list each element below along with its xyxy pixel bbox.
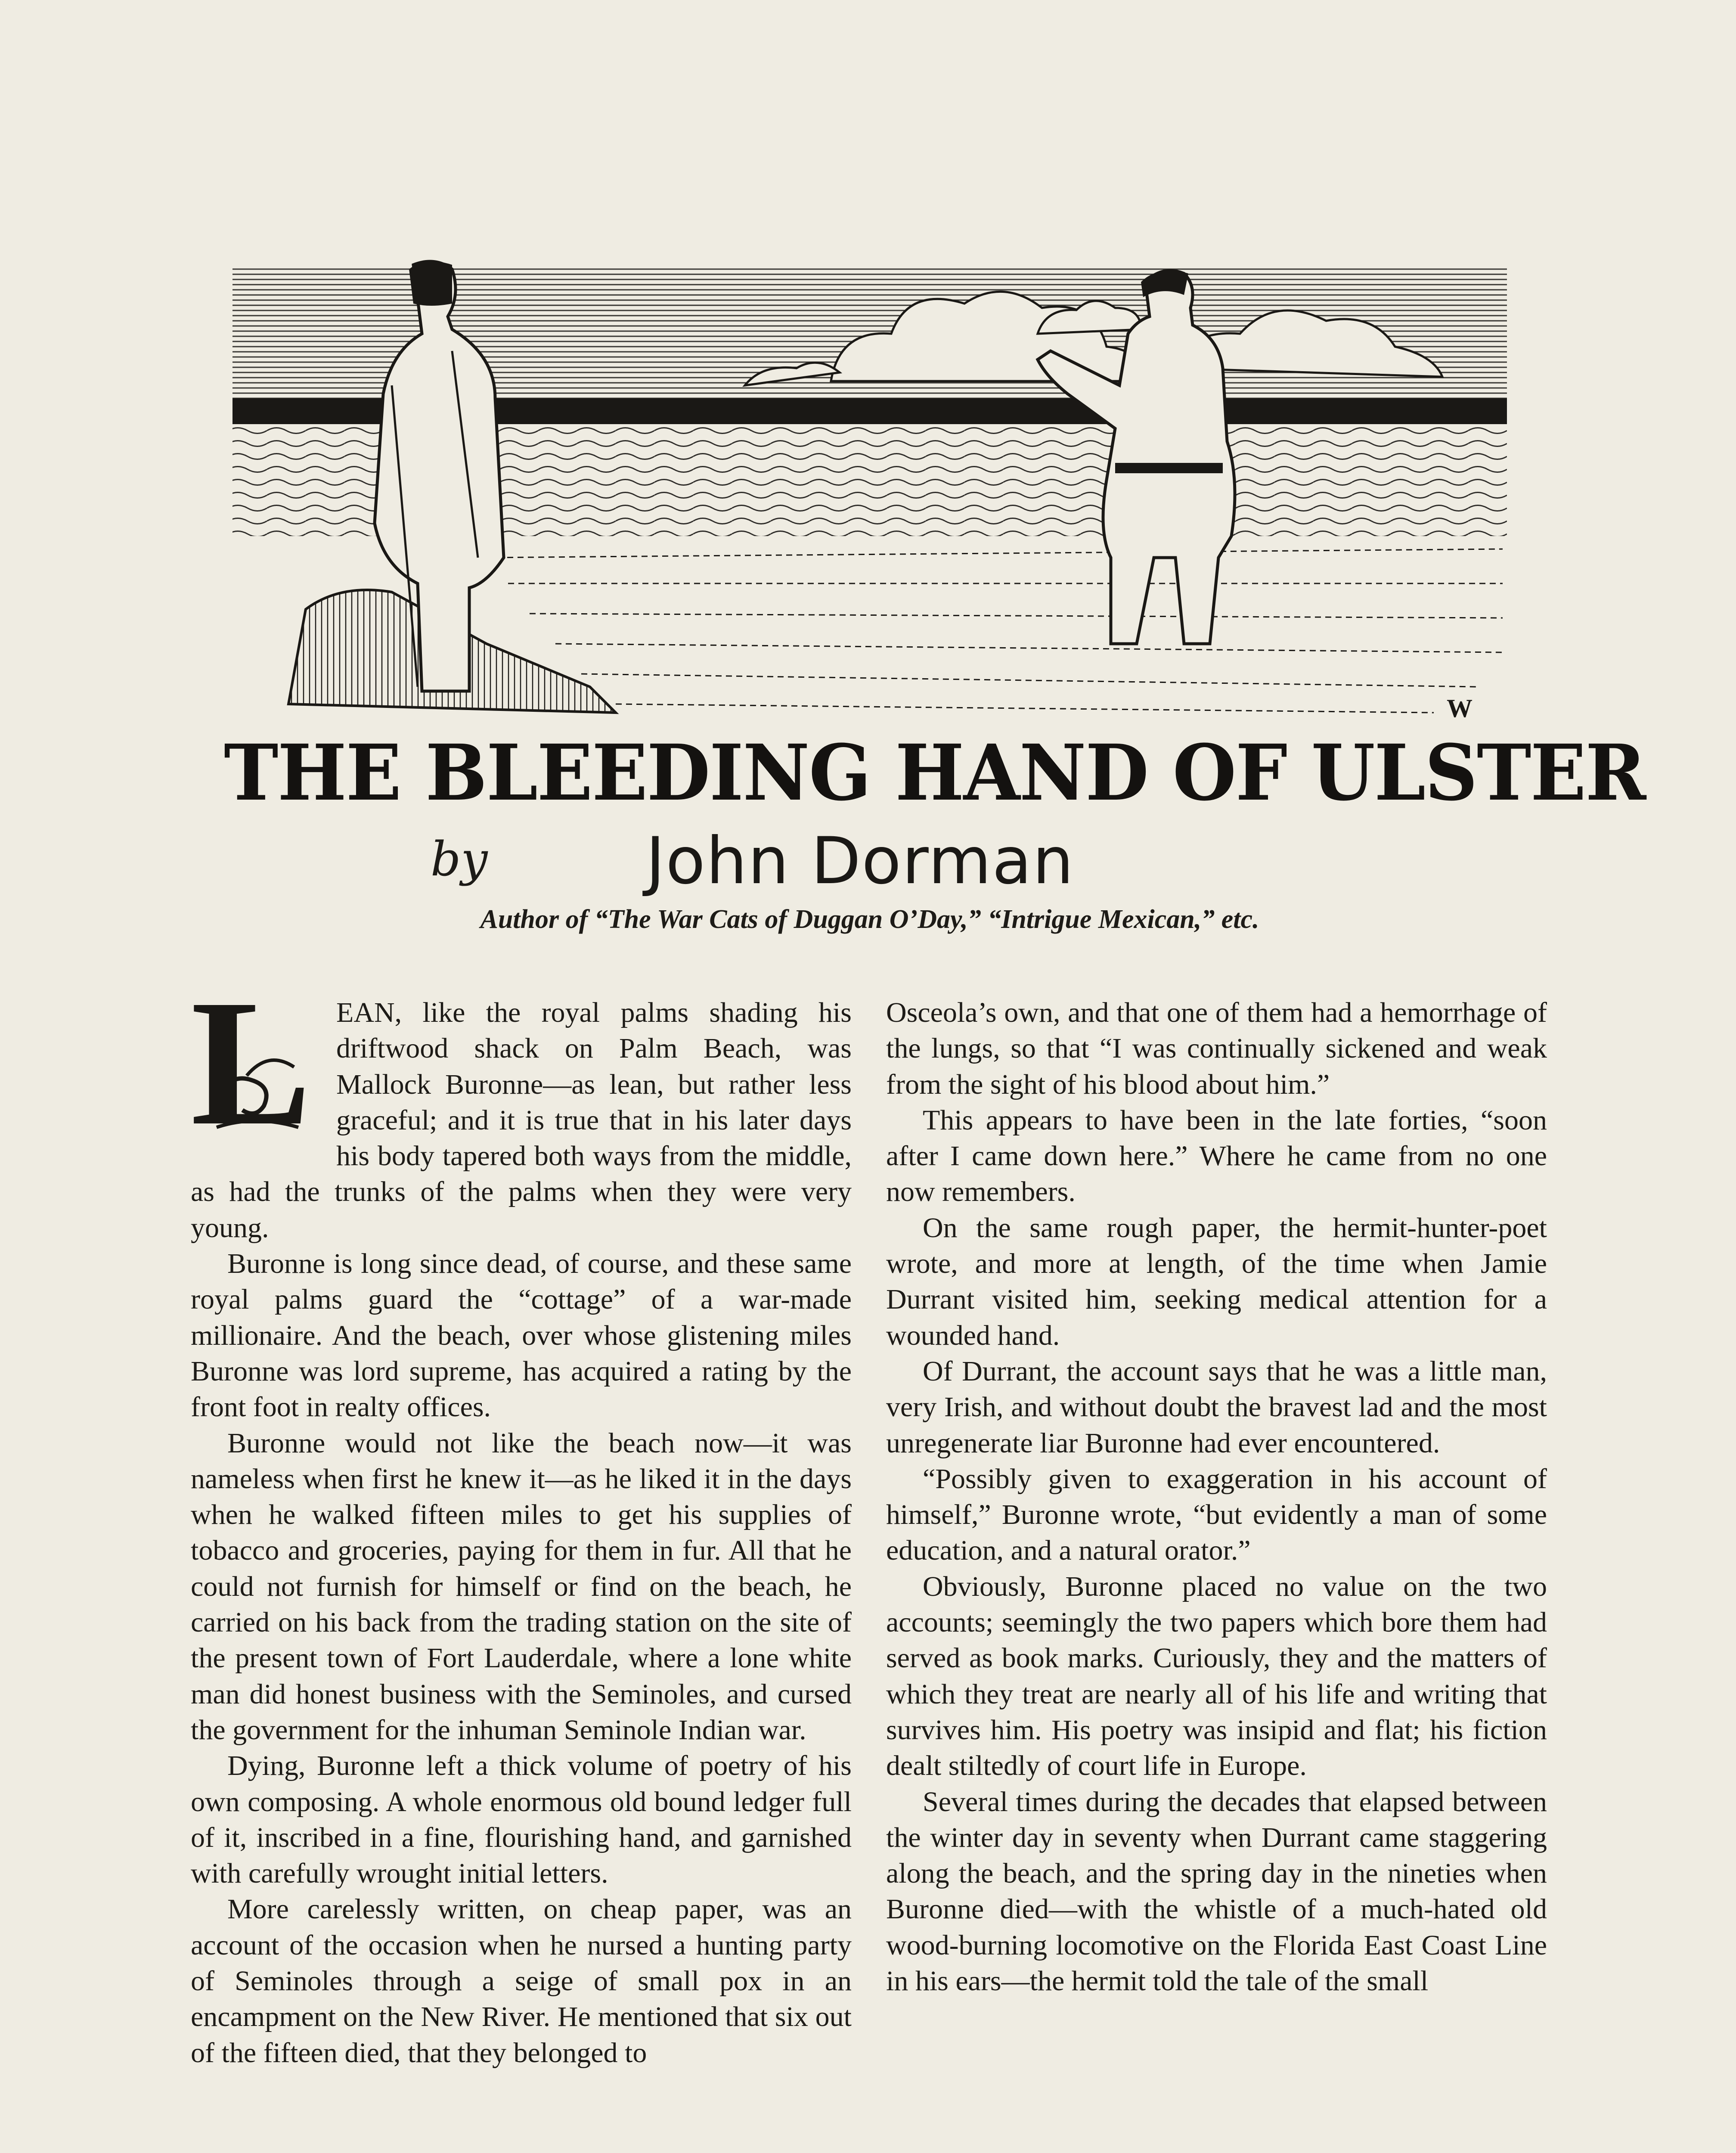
- author-name: John Dorman: [646, 824, 1075, 899]
- drop-cap-letter: L: [191, 962, 312, 1163]
- header-illustration: [228, 256, 1511, 721]
- paragraph-text: EAN, like the royal palms shading his driftwood shack on Palm Beach, was Mallock Buronne—as lean, but rather less graceful; and it is true that in his later days his body tapered both ways from the middle, as had the trunks of the palms when they were very young.: [191, 997, 852, 1244]
- beach-scene-drawing: [228, 256, 1511, 721]
- paragraph: This appears to have been in the late forties, “soon after I came down here.” Where he came from no one now remembers.: [886, 1104, 1547, 1208]
- author-credits: Author of “The War Cats of Duggan O’Day,” “Intrigue Mexican,” etc.: [480, 905, 1259, 934]
- drop-cap: [191, 962, 329, 1163]
- paragraph: Buronne would not like the beach now—it was nameless when first he knew it—as he liked it in the days when he walked fifteen miles to get his supplies of tobacco and groceries, paying for them in fur. All that he could not furnish for himself or find on the beach, he carried on his back from the trading station on the site of the present town of Fort Lauderdale, where a lone white man did honest business with the Seminoles, and cursed the government for the inhuman Seminole Indian war.: [191, 1427, 852, 1746]
- text-column-right: [886, 995, 1547, 2153]
- paragraph: Osceola’s own, and that one of them had a hemorrhage of the lungs, so that “I was continually sickened and weak from the sight of his blood about him.”: [886, 997, 1547, 1100]
- paragraph: Obviously, Buronne placed no value on the two accounts; seemingly the two papers which bore them had served as book marks. Curiously, they and the matters of which they treat are nearly all of his life and writing that survives him. His poetry was insipid and flat; his fiction dealt stiltedly of court life in Europe.: [886, 1570, 1547, 1782]
- text-column-left: [191, 962, 852, 2153]
- byline: [431, 822, 1292, 900]
- paragraph: Of Durrant, the account says that he was a little man, very Irish, and without doubt the bravest lad and the most unregenerate liar Buronne had ever encountered.: [886, 1355, 1547, 1459]
- paragraph: Several times during the decades that elapsed between the winter day in seventy when Durrant came staggering along the beach, and the spring day in the nineties when Buronne died—with the whistle of a much-hated old wood-burning locomotive on the Florida East Coast Line in his ears—the hermit told the tale of the small: [886, 1786, 1547, 1997]
- paragraph: [191, 962, 852, 1246]
- paragraph: Dying, Buronne left a thick volume of poetry of his own composing. A whole enormous old bound ledger full of it, inscribed in a fine, flourishing hand, and garnished with carefully wrought initial letters.: [191, 1750, 852, 1889]
- wave-ornament-icon: [208, 1045, 303, 1132]
- paragraph: More carelessly written, on cheap paper, was an account of the occasion when he nursed a hunting party of Seminoles through a seige of small pox in an encampment on the New River. He mentioned that six out of the fifteen died, that they belonged to: [191, 1893, 852, 2069]
- paragraph: Buronne is long since dead, of course, and these same royal palms guard the “cottage” of a war-made millionaire. And the beach, over whose glistening miles Buronne was lord supreme, has acquired a rating by the front foot in realty offices.: [191, 1248, 852, 1423]
- story-title: THE BLEEDING HAND OF ULSTER: [224, 728, 1646, 818]
- paragraph: On the same rough paper, the hermit-hunter-poet wrote, and more at length, of the time when Jamie Durrant visited him, seeking medical attention for a wounded hand.: [886, 1212, 1547, 1351]
- artist-signature: W: [1447, 694, 1472, 721]
- paragraph: “Possibly given to exaggeration in his account of himself,” Buronne wrote, “but evidently a man of some education, and a natural orator.”: [886, 1463, 1547, 1567]
- byline-by: by: [431, 831, 488, 887]
